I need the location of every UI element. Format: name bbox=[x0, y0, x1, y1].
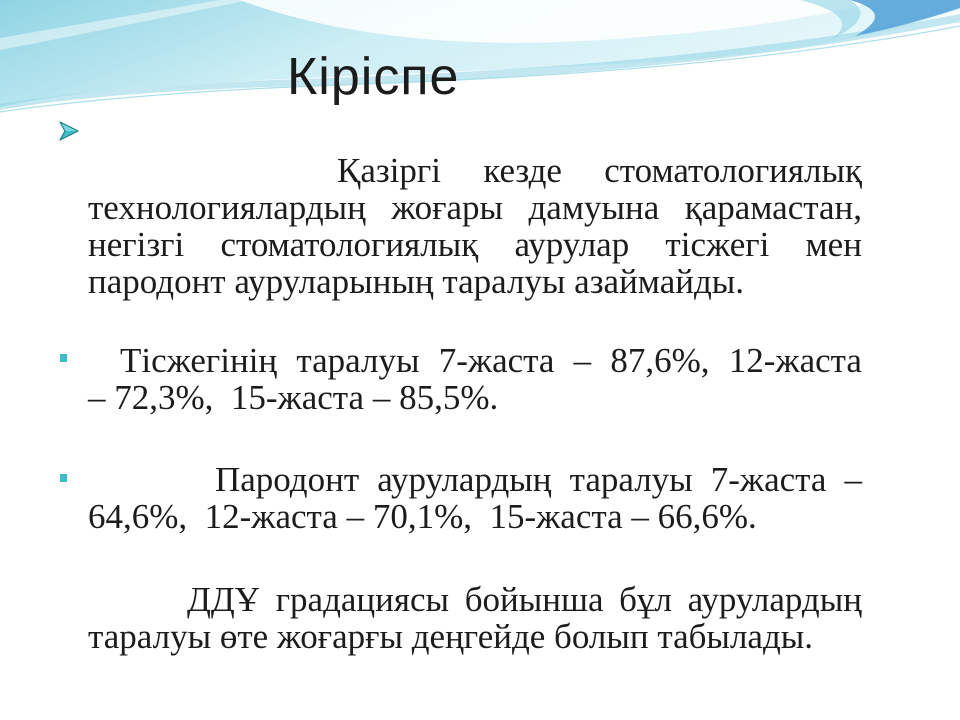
word: стоматологиялық bbox=[220, 225, 479, 264]
who-gradation-paragraph bbox=[88, 581, 862, 655]
paragraph-line bbox=[88, 189, 862, 226]
paragraph-line: 64,6%, 12-жаста – 70,1%, 15-жаста – 66,6%. bbox=[88, 497, 757, 536]
word: таралуы bbox=[296, 341, 420, 380]
square-bullet-icon bbox=[60, 474, 67, 482]
word: 7-жаста bbox=[710, 460, 827, 499]
paragraph-line bbox=[88, 461, 862, 498]
word: тісжегі bbox=[665, 225, 770, 264]
header-wave-decoration bbox=[0, 0, 960, 130]
word: Қазіргі bbox=[337, 151, 442, 190]
paragraph-line bbox=[88, 226, 862, 263]
word: технологиялардың bbox=[88, 188, 366, 227]
arrow-bullet-icon bbox=[59, 121, 79, 141]
paragraph-line bbox=[88, 581, 862, 618]
paragraph-line: – 72,3%, 15-жаста – 85,5%. bbox=[88, 378, 499, 417]
word: негізгі bbox=[88, 225, 185, 264]
word: қарамастан, bbox=[684, 188, 862, 227]
word: – bbox=[844, 460, 862, 499]
word: жоғары bbox=[391, 188, 504, 227]
word: стоматологиялық bbox=[604, 151, 862, 190]
word: 12-жаста bbox=[728, 341, 862, 380]
word: кезде bbox=[483, 151, 562, 190]
paragraph-line bbox=[88, 152, 862, 189]
word: Пародонт bbox=[215, 460, 360, 499]
word: мен bbox=[805, 225, 862, 264]
word: ДДҰ bbox=[187, 580, 261, 619]
word: аурулардың bbox=[377, 460, 552, 499]
slide-title: Кіріспе bbox=[287, 48, 460, 106]
word: 87,6%, bbox=[610, 341, 710, 380]
periodontal-prevalence-paragraph bbox=[88, 461, 862, 535]
word: аурулар bbox=[514, 225, 630, 264]
caries-prevalence-paragraph bbox=[88, 342, 862, 416]
paragraph-line bbox=[88, 342, 862, 379]
intro-paragraph bbox=[88, 152, 862, 300]
paragraph-line: таралуы өте жоғарғы деңгейде болып табылады. bbox=[88, 617, 814, 656]
word: дамуына bbox=[528, 188, 660, 227]
word: аурулардың bbox=[687, 580, 862, 619]
square-bullet-icon bbox=[60, 354, 67, 362]
word: – bbox=[573, 341, 592, 380]
word: Тісжегінің bbox=[120, 341, 278, 380]
word: бұл bbox=[619, 580, 672, 619]
word: градациясы bbox=[275, 580, 450, 619]
word: таралуы bbox=[569, 460, 693, 499]
word: бойынша bbox=[464, 580, 604, 619]
word: 7-жаста bbox=[438, 341, 555, 380]
paragraph-line: пародонт ауруларының таралуы азаймайды. bbox=[88, 262, 745, 301]
